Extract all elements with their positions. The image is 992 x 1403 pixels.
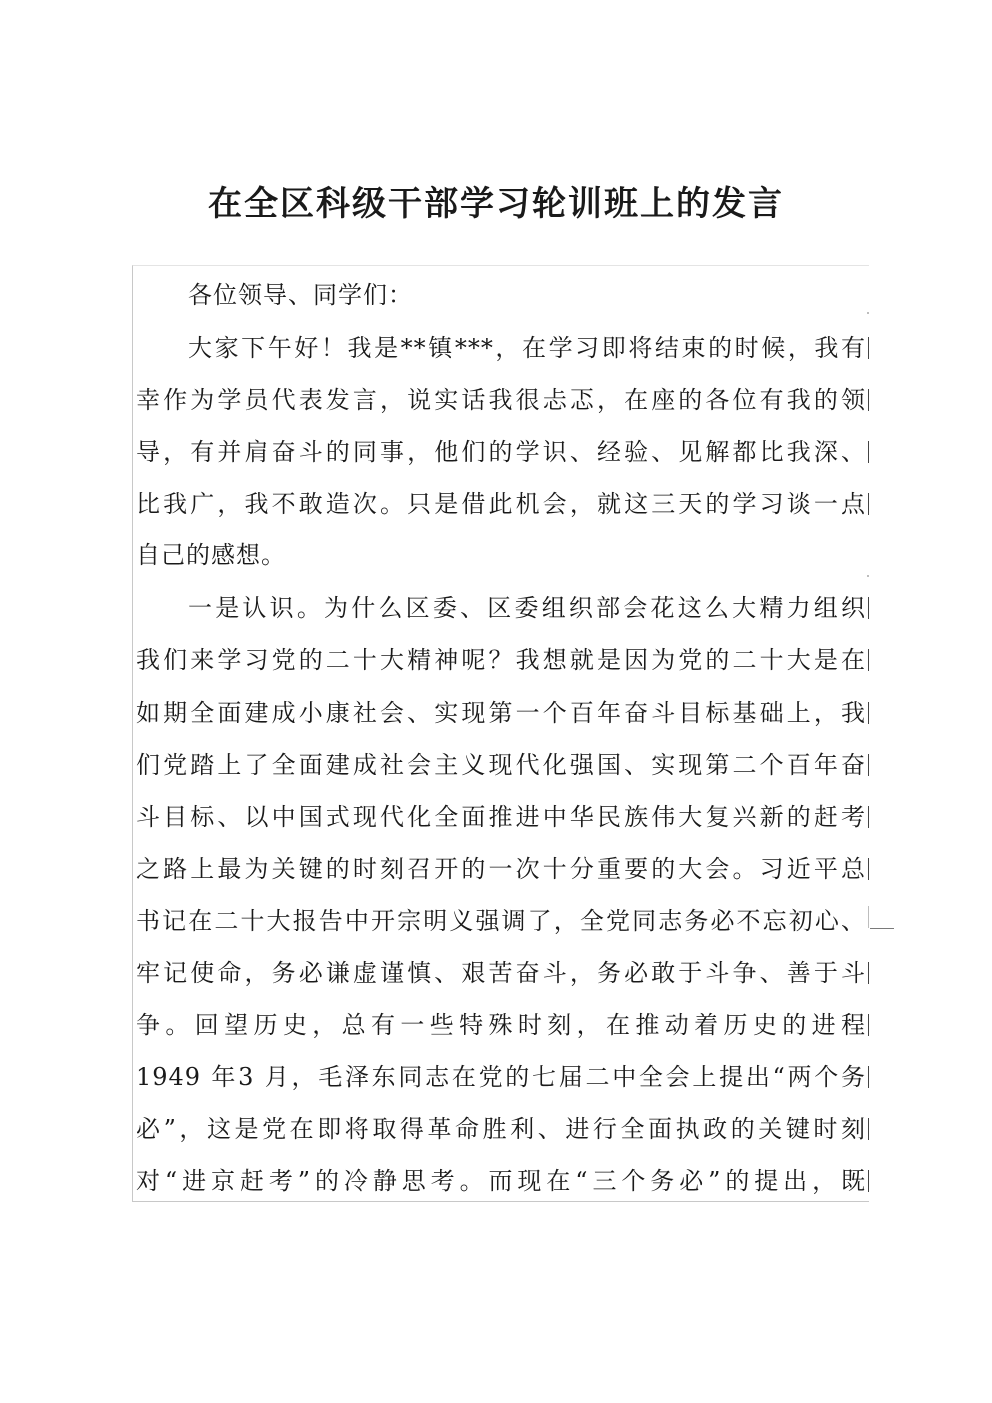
body-line: 比我广，我不敢造次。只是借此机会，就这三天的学习谈一点	[136, 490, 866, 518]
body-line: 对“进京赶考”的冷静思考。而现在“三个务必”的提出，既	[136, 1167, 866, 1195]
body-line: 争。回望历史，总有一些特殊时刻，在推动着历史的进程	[136, 1011, 866, 1039]
line-end-marker	[868, 754, 869, 776]
line-end-marker	[868, 1066, 869, 1088]
body-line: 1949 年3 月，毛泽东同志在党的七届二中全会上提出“两个务	[136, 1063, 866, 1091]
line-end-marker	[868, 337, 869, 359]
body-line: 斗目标、以中国式现代化全面推进中华民族伟大复兴新的赶考	[136, 803, 866, 831]
body-line: 牢记使命，务必谦虚谨慎、艰苦奋斗，务必敢于斗争、善于斗	[136, 959, 866, 987]
line-end-marker	[868, 441, 869, 463]
body-line: 大家下午好！我是**镇***，在学习即将结束的时候，我有	[188, 334, 866, 362]
body-line: 我们来学习党的二十大精神呢？我想就是因为党的二十大是在	[136, 646, 866, 674]
corner-mark	[867, 575, 869, 577]
body-line: 如期全面建成小康社会、实现第一个百年奋斗目标基础上，我	[136, 699, 866, 727]
body-line: 书记在二十大报告中开宗明义强调了，全党同志务必不忘初心、	[136, 907, 866, 935]
line-end-marker	[868, 858, 869, 880]
page-title: 在全区科级干部学习轮训班上的发言	[208, 184, 784, 224]
line-end-marker	[868, 649, 869, 671]
line-end-marker	[868, 389, 869, 411]
line-end-marker	[868, 906, 869, 928]
body-line: 们党踏上了全面建成社会主义现代化强国、实现第二个百年奋	[136, 751, 866, 779]
line-end-marker	[868, 702, 869, 724]
body-line: 幸作为学员代表发言，说实话我很忐忑，在座的各位有我的领	[136, 386, 866, 414]
line-end-marker	[868, 962, 869, 984]
body-line: 导，有并肩奋斗的同事，他们的学识、经验、见解都比我深、	[136, 438, 866, 466]
line-end-marker	[868, 493, 869, 515]
line-end-marker	[868, 597, 869, 619]
line-end-marker	[868, 1014, 869, 1036]
body-line: 各位领导、同学们：	[188, 281, 413, 309]
corner-mark	[867, 312, 869, 314]
margin-mark	[870, 928, 894, 929]
body-line: 一是认识。为什么区委、区委组织部会花这么大精力组织	[188, 594, 866, 622]
body-line: 之路上最为关键的时刻召开的一次十分重要的大会。习近平总	[136, 855, 866, 883]
body-line: 自己的感想。	[136, 541, 286, 569]
line-end-marker	[868, 1118, 869, 1140]
body-line: 必”，这是党在即将取得革命胜利、进行全面执政的关键时刻	[136, 1115, 866, 1143]
line-end-marker	[868, 1170, 869, 1192]
line-end-marker	[868, 806, 869, 828]
